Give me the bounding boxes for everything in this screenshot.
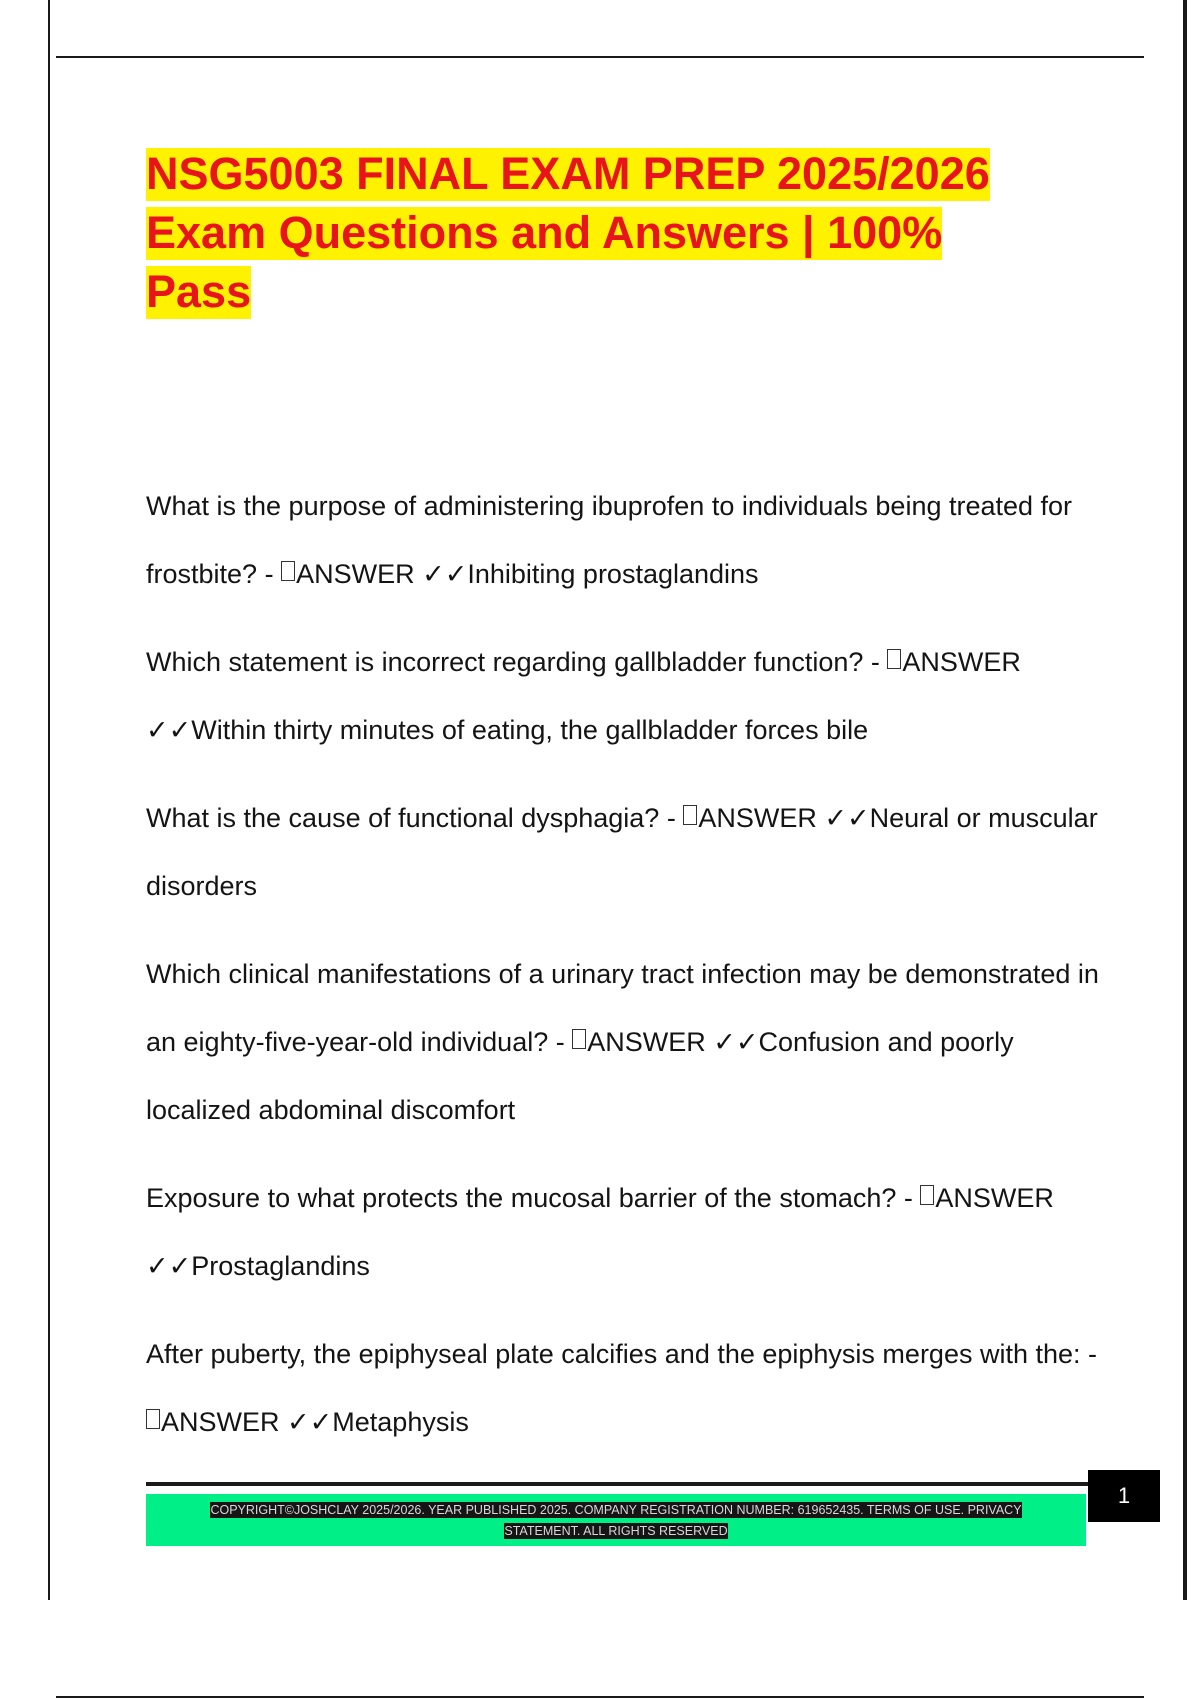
answer-label: ANSWER <box>935 1183 1054 1213</box>
answer-box-icon <box>887 649 901 669</box>
page-border-left <box>48 0 50 1600</box>
double-check-icon: ✓✓ <box>713 1027 759 1057</box>
answer-text: Prostaglandins <box>191 1251 370 1281</box>
copyright-line-2: STATEMENT. ALL RIGHTS RESERVED <box>504 1524 728 1538</box>
qa-item: Which statement is incorrect regarding gallbladder function? - ANSWER ✓✓Within thirty minutes of eating, the gallbladder forces bile <box>146 647 1021 745</box>
copyright-notice <box>170 1500 1062 1542</box>
question-text: What is the purpose of administering ibuprofen to individuals being treated for frostbite? <box>146 491 1073 589</box>
answer-label: ANSWER <box>161 1407 280 1437</box>
answer-box-icon <box>572 1029 586 1049</box>
answer-label: ANSWER <box>698 803 817 833</box>
answer-label: ANSWER <box>587 1027 706 1057</box>
answer-box-icon <box>920 1185 934 1205</box>
answer-label: ANSWER <box>902 647 1021 677</box>
qa-item: Exposure to what protects the mucosal barrier of the stomach? - ANSWER ✓✓Prostaglandins <box>146 1183 1054 1281</box>
qa-item: What is the cause of functional dysphagia? - ANSWER ✓✓Neural or muscular disorders <box>146 803 1098 901</box>
question-text: Exposure to what protects the mucosal barrier of the stomach? <box>146 1183 897 1213</box>
answer-text: Confusion and poorly localized abdominal discomfort <box>146 1027 1014 1125</box>
question-text: Which statement is incorrect regarding gallbladder function? <box>146 647 864 677</box>
next-page-rule <box>56 1696 1144 1698</box>
qa-item: After puberty, the epiphyseal plate calcifies and the epiphysis merges with the: - ANSWER ✓✓Metaphysis <box>146 1339 1098 1437</box>
qa-list <box>146 472 1106 1476</box>
answer-text: Inhibiting prostaglandins <box>467 559 759 589</box>
question-text: After puberty, the epiphyseal plate calcifies and the epiphysis merges with the: <box>146 1339 1081 1369</box>
page-border-right <box>1183 0 1187 1600</box>
answer-box-icon <box>146 1409 160 1429</box>
question-text: What is the cause of functional dysphagia? <box>146 803 660 833</box>
double-check-icon: ✓✓ <box>824 803 870 833</box>
qa-item: Which clinical manifestations of a urinary tract infection may be demonstrated in an eighty-five-year-old individual? - ANSWER ✓✓Confusion and poorly localized abdominal discomfort <box>146 959 1099 1125</box>
answer-box-icon <box>281 561 295 581</box>
footer-rule <box>146 1482 1090 1486</box>
double-check-icon: ✓✓ <box>146 1251 192 1281</box>
answer-text: Within thirty minutes of eating, the gallbladder forces bile <box>191 715 869 745</box>
answer-box-icon <box>683 805 697 825</box>
answer-text: Neural or muscular disorders <box>146 803 1098 901</box>
answer-label: ANSWER <box>296 559 415 589</box>
title-line-1: NSG5003 FINAL EXAM PREP 2025/2026 <box>146 148 990 199</box>
double-check-icon: ✓✓ <box>146 715 192 745</box>
copyright-line-1: COPYRIGHT©JOSHCLAY 2025/2026. YEAR PUBLISHED 2025. COMPANY REGISTRATION NUMBER: 619652435. TERMS OF USE. PRIVACY <box>210 1503 1022 1517</box>
title-line-2: Exam Questions and Answers | 100% <box>146 207 943 258</box>
header-rule <box>56 56 1144 58</box>
qa-item: What is the purpose of administering ibuprofen to individuals being treated for frostbite? - ANSWER ✓✓Inhibiting prostaglandins <box>146 491 1073 589</box>
page-number: 1 <box>1088 1470 1160 1522</box>
title-line-3: Pass <box>146 266 252 317</box>
document-title <box>146 144 1076 321</box>
double-check-icon: ✓✓ <box>287 1407 333 1437</box>
double-check-icon: ✓✓ <box>422 559 468 589</box>
question-text: Which clinical manifestations of a urinary tract infection may be demonstrated in an eighty-five-year-old individual? <box>146 959 1099 1057</box>
answer-text: Metaphysis <box>332 1407 469 1437</box>
